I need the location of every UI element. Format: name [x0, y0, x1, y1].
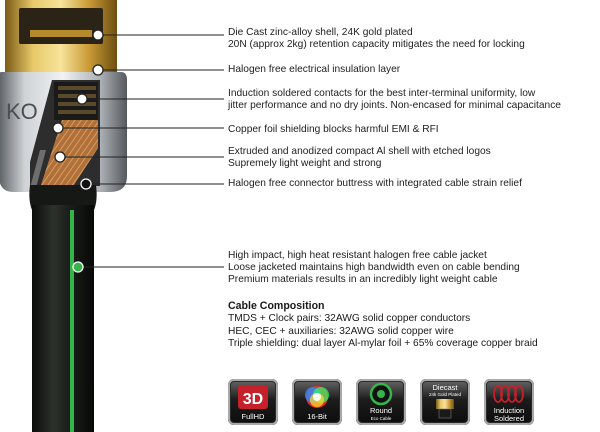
composition-line: TMDS + Clock pairs: 32AWG solid copper conductors	[228, 313, 471, 325]
callout-line: Loose jacketed maintains high bandwidth even on cable bending	[228, 262, 520, 274]
badge-label: Round	[369, 406, 393, 415]
composition-line: Triple shielding: dual layer Al-mylar foil + 65% coverage copper braid	[228, 338, 538, 350]
badge-sub: Eco Cable	[370, 416, 392, 421]
callout-line: Halogen free electrical insulation layer	[228, 64, 401, 75]
callout-line: Copper foil shielding blocks harmful EMI & RFI	[228, 124, 439, 135]
badge-induction	[484, 379, 534, 425]
badge-3d-fullhd	[228, 379, 278, 425]
composition-line: HEC, CEC + auxiliaries: 32AWG solid copper wire	[228, 325, 454, 337]
badge-diecast	[420, 379, 470, 425]
callout-insulation	[228, 64, 596, 76]
badge-big-text: 3D	[242, 391, 264, 408]
badge-label: 16-Bit	[307, 412, 327, 421]
diecast-connector-icon	[420, 379, 470, 425]
callout-line: High impact, high heat resistant halogen free cable jacket	[228, 250, 487, 261]
callout-jacket	[228, 250, 596, 287]
badge-label: FullHD	[241, 412, 265, 421]
callout-line: Induction soldered contacts for the best inter-terminal uniformity, low	[228, 88, 536, 99]
badge-sub: 24k Gold Plated	[428, 392, 462, 397]
green-stripe	[70, 210, 74, 432]
callout-line: Supremely light weight and strong	[228, 158, 382, 170]
callout-line: Die Cast zinc-alloy shell, 24K gold plated	[228, 27, 413, 38]
badge-round-cable	[356, 379, 406, 425]
callout-line: Extruded and anodized compact Al shell with etched logos	[228, 146, 491, 157]
callout-line: 20N (approx 2kg) retention capacity mitigates the need for locking	[228, 39, 525, 51]
callout-shielding	[228, 124, 596, 136]
callout-line: Premium materials results in an incredibly light weight cable	[228, 274, 498, 286]
callout-contacts	[228, 88, 596, 112]
composition-title: Cable Composition	[228, 300, 325, 312]
callout-shell	[228, 27, 596, 51]
callout-buttress	[228, 178, 596, 190]
brand-logo: KO	[6, 99, 38, 124]
callout-al-shell	[228, 146, 596, 170]
badge-sub: Soldered	[493, 414, 525, 423]
badge-big-text: Diecast	[432, 383, 458, 392]
callout-line: Halogen free connector buttress with integrated cable strain relief	[228, 178, 522, 189]
feature-badges	[226, 379, 600, 427]
cable-composition	[228, 300, 596, 351]
badge-16bit	[292, 379, 342, 425]
cable-jacket	[29, 185, 96, 432]
callout-line: jitter performance and no dry joints. Non-encased for minimal capacitance	[228, 100, 561, 112]
badge-label: Induction	[493, 406, 525, 415]
